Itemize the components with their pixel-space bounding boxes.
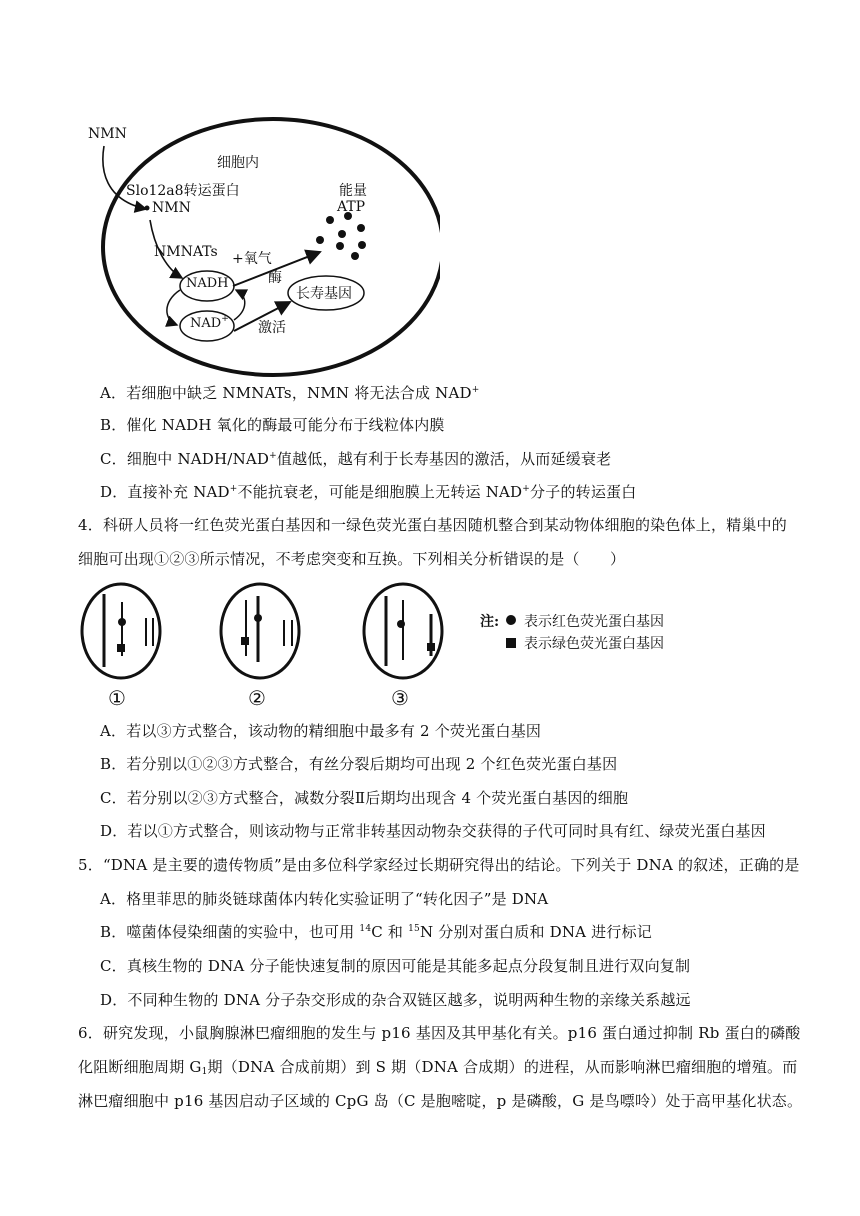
transporter-label: Slo12a8转运蛋白 <box>126 183 240 199</box>
cell-label-3: ③ <box>391 686 409 710</box>
atp-dot <box>358 241 366 249</box>
q3-option-d: D．直接补充 NAD+不能抗衰老，可能是细胞膜上无转运 NAD+分子的转运蛋白 <box>100 483 637 501</box>
nad-label: NAD+ <box>190 314 229 331</box>
chromosome-graphics <box>78 582 698 682</box>
q4-option-b: B．若分别以①②③方式整合，有丝分裂后期均可出现 2 个红色荧光蛋白基因 <box>100 755 618 773</box>
q4-stem-line2: 细胞可出现①②③所示情况，不考虑突变和互换。下列相关分析错误的是（ ） <box>78 550 626 568</box>
atp-label: ATP <box>337 199 366 215</box>
q4-stem-line1: 4．科研人员将一红色荧光蛋白基因和一绿色荧光蛋白基因随机整合到某动物体细胞的染色体上，精巢中的 <box>78 516 787 534</box>
q3-option-a: A．若细胞中缺乏 NMNATs，NMN 将无法合成 NAD+ <box>100 384 480 402</box>
cell-3 <box>364 584 442 678</box>
legend-green-label: 表示绿色荧光蛋白基因 <box>524 636 664 652</box>
q4-option-c: C．若分别以②③方式整合，减数分裂Ⅱ后期均出现含 4 个荧光蛋白基因的细胞 <box>100 789 629 807</box>
cell-diagram-graphics <box>80 110 440 380</box>
green-gene-mark <box>427 643 435 651</box>
green-gene-mark <box>241 637 249 645</box>
cell-1 <box>82 584 160 678</box>
nmnats-label: NMNATs <box>154 244 218 260</box>
atp-dot <box>351 252 359 260</box>
atp-dot <box>336 242 344 250</box>
longevity-gene-label: 长寿基因 <box>296 286 352 302</box>
red-gene-mark <box>118 618 126 626</box>
legend-circle-icon <box>506 615 516 625</box>
q4-option-d: D．若以①方式整合，则该动物与正常非转基因动物杂交获得的子代可同时具有红、绿荧光蛋白基因 <box>100 822 766 840</box>
cell-diagram <box>80 110 440 380</box>
green-gene-mark <box>117 644 125 652</box>
nadh-label: NADH <box>186 276 229 291</box>
enzyme-label: 酶 <box>268 270 282 286</box>
cell-label-2: ② <box>248 686 266 710</box>
q5-option-b: B．噬菌体侵染细菌的实验中，也可用 $^{14}$C 和 $^{15}$N 分别对蛋白质和 DNA 进行标记 <box>100 923 652 941</box>
cycle-arrow-left <box>167 290 180 325</box>
atp-dot <box>357 224 365 232</box>
legend-red-label: 表示红色荧光蛋白基因 <box>524 614 664 630</box>
energy-label: 能量 <box>339 183 367 199</box>
q5-option-a: A．格里菲思的肺炎链球菌体内转化实验证明了“转化因子”是 DNA <box>100 890 549 908</box>
atp-dot <box>326 216 334 224</box>
atp-dot <box>316 236 324 244</box>
legend-note: 注: <box>480 614 500 630</box>
activate-label: 激活 <box>258 320 286 336</box>
q4-option-a: A．若以③方式整合，该动物的精细胞中最多有 2 个荧光蛋白基因 <box>100 722 542 740</box>
cell-2 <box>221 584 299 678</box>
red-gene-mark <box>397 620 405 628</box>
atp-dot <box>338 230 346 238</box>
q5-option-c: C．真核生物的 DNA 分子能快速复制的原因可能是其能多起点分段复制且进行双向复制 <box>100 957 691 975</box>
q3-option-b: B．催化 NADH 氧化的酶最可能分布于线粒体内膜 <box>100 416 445 434</box>
q6-line1: 6．研究发现，小鼠胸腺淋巴瘤细胞的发生与 p16 基因及其甲基化有关。p16 蛋白通过抑制 Rb 蛋白的磷酸 <box>78 1024 801 1042</box>
oxygen-label: +氧气 <box>232 251 272 267</box>
cycle-arrow-right <box>234 290 245 320</box>
nmn-dot <box>145 206 150 211</box>
nmn-inside-label: NMN <box>152 200 191 216</box>
legend-square-icon <box>506 638 516 648</box>
cell-inside-label: 细胞内 <box>217 155 259 171</box>
q3-option-c: C．细胞中 NADH/NAD+值越低，越有利于长寿基因的激活，从而延缓衰老 <box>100 450 612 468</box>
cell-label-1: ① <box>108 686 126 710</box>
q6-line2: 化阻断细胞周期 $G_1$期（DNA 合成前期）到 S 期（DNA 合成期）的进程，从而影响淋巴瘤细胞的增殖。而 <box>78 1058 798 1077</box>
red-gene-mark <box>254 614 262 622</box>
q5-option-d: D．不同种生物的 DNA 分子杂交形成的杂合双链区越多，说明两种生物的亲缘关系越远 <box>100 991 691 1009</box>
q5-stem: 5．“DNA 是主要的遗传物质”是由多位科学家经过长期研究得出的结论。下列关于 DNA 的叙述，正确的是 <box>78 856 800 874</box>
nmn-outside-label: NMN <box>88 126 127 142</box>
q6-line3: 淋巴瘤细胞中 p16 基因启动子区域的 CpG 岛（C 是胞嘧啶，p 是磷酸，G 是鸟嘌呤）处于高甲基化状态。 <box>78 1092 803 1110</box>
chromosome-figure <box>78 582 698 714</box>
